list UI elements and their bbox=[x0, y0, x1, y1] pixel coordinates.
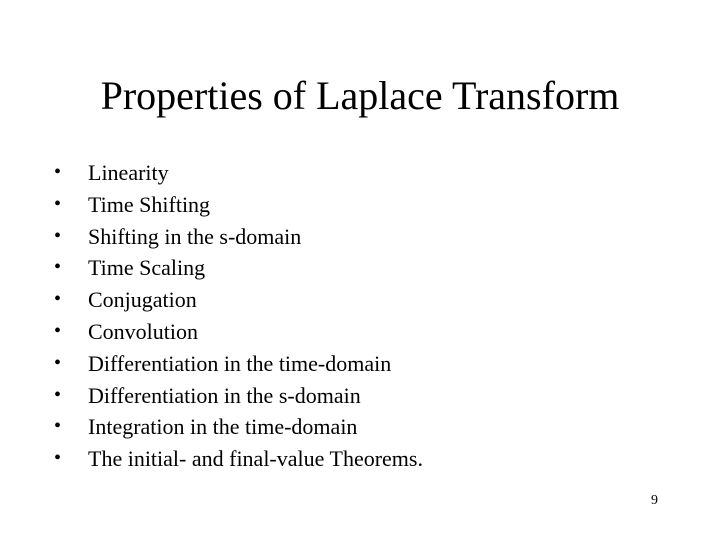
bullet-icon: • bbox=[54, 161, 62, 183]
bullet-icon: • bbox=[54, 415, 62, 438]
bullet-icon: • bbox=[54, 351, 62, 374]
bullet-text: Time Scaling bbox=[88, 255, 206, 281]
bullet-text: Integration in the time-domain bbox=[88, 414, 358, 440]
bullet-text: Conjugation bbox=[88, 287, 197, 313]
bullet-icon: • bbox=[54, 319, 62, 342]
bullet-text: Time Shifting bbox=[88, 191, 211, 217]
bullet-text: Shifting in the s-domain bbox=[88, 223, 302, 249]
slide-title: Properties of Laplace Transform bbox=[100, 73, 620, 118]
bullet-icon: • bbox=[54, 383, 62, 406]
bullet-icon: • bbox=[54, 224, 62, 247]
bullet-text: Differentiation in the s-domain bbox=[88, 382, 361, 408]
bullet-text: The initial- and final-value Theorems. bbox=[88, 446, 423, 472]
bullet-icon: • bbox=[54, 192, 62, 215]
bullet-text: Convolution bbox=[88, 318, 199, 344]
bullet-icon: • bbox=[54, 256, 62, 279]
bullet-text: Linearity bbox=[88, 160, 169, 185]
bullet-icon: • bbox=[54, 447, 62, 470]
bullet-icon: • bbox=[54, 288, 62, 311]
page-number: 9 bbox=[651, 493, 658, 508]
bullet-text: Differentiation in the time-domain bbox=[88, 350, 392, 376]
